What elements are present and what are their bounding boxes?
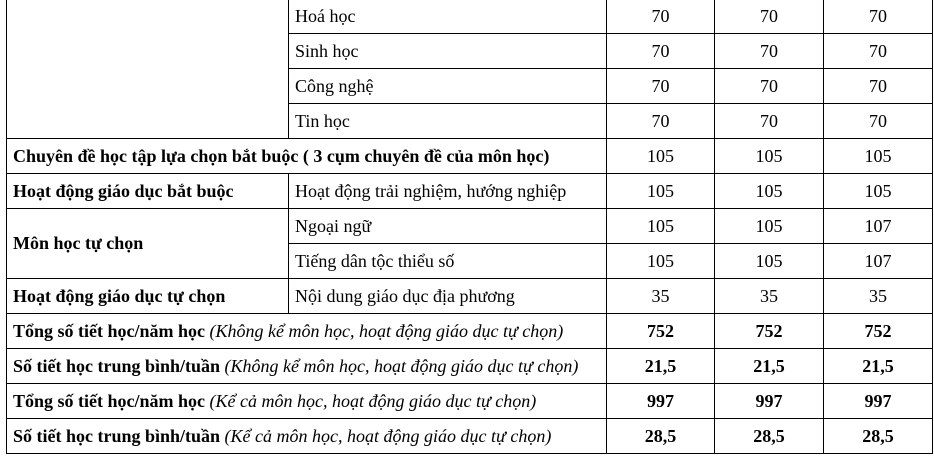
total-note: (Không kể môn học, hoạt động giáo dục tự chọn) — [224, 355, 579, 376]
table-row — [7, 349, 933, 384]
value-cell: 70 — [607, 34, 715, 69]
value-cell: 997 — [715, 384, 824, 419]
table-row — [7, 314, 933, 349]
curriculum-table — [6, 0, 933, 454]
table-row — [7, 174, 933, 209]
total-note: (Không kể môn học, hoạt động giáo dục tự chọn) — [209, 320, 564, 341]
mon-tu-chon-label: Môn học tự chọn — [7, 209, 289, 279]
total-note: (Kể cả môn học, hoạt động giáo dục tự chọn) — [209, 390, 537, 411]
value-cell: 28,5 — [607, 419, 715, 454]
hoat-dong-tu-chon-label: Hoạt động giáo dục tự chọn — [7, 279, 289, 314]
hoat-dong-bat-buoc-item: Hoạt động trải nghiệm, hướng nghiệp — [289, 174, 607, 209]
table-row — [7, 279, 933, 314]
value-cell: 70 — [824, 34, 933, 69]
value-cell: 752 — [824, 314, 933, 349]
value-cell: 70 — [824, 0, 933, 34]
total-title: Số tiết học trung bình/tuần — [13, 355, 221, 376]
value-cell: 28,5 — [824, 419, 933, 454]
subject-name: Tiếng dân tộc thiểu số — [289, 244, 607, 279]
table-row — [7, 0, 933, 34]
value-cell: 752 — [607, 314, 715, 349]
value-cell: 107 — [824, 209, 933, 244]
value-cell: 997 — [607, 384, 715, 419]
value-cell: 70 — [607, 104, 715, 139]
value-cell: 105 — [607, 139, 715, 174]
value-cell: 28,5 — [715, 419, 824, 454]
hoat-dong-tu-chon-item: Nội dung giáo dục địa phương — [289, 279, 607, 314]
total-label — [7, 384, 607, 419]
value-cell: 105 — [607, 244, 715, 279]
group-cell-empty — [7, 0, 289, 139]
value-cell: 107 — [824, 244, 933, 279]
value-cell: 70 — [607, 69, 715, 104]
hoat-dong-bat-buoc-label: Hoạt động giáo dục bắt buộc — [7, 174, 289, 209]
value-cell: 70 — [715, 0, 824, 34]
total-note: (Kể cả môn học, hoạt động giáo dục tự chọn) — [224, 425, 552, 446]
value-cell: 70 — [607, 0, 715, 34]
subject-name: Hoá học — [289, 0, 607, 34]
value-cell: 35 — [607, 279, 715, 314]
value-cell: 105 — [607, 174, 715, 209]
table-row — [7, 384, 933, 419]
value-cell: 105 — [715, 244, 824, 279]
subject-name: Sinh học — [289, 34, 607, 69]
value-cell: 105 — [824, 139, 933, 174]
table-row — [7, 209, 933, 244]
value-cell: 752 — [715, 314, 824, 349]
total-label — [7, 349, 607, 384]
subject-name: Công nghệ — [289, 69, 607, 104]
total-title: Tổng số tiết học/năm học — [13, 390, 206, 411]
total-label — [7, 314, 607, 349]
value-cell: 105 — [715, 174, 824, 209]
value-cell: 21,5 — [607, 349, 715, 384]
value-cell: 105 — [824, 174, 933, 209]
value-cell: 70 — [715, 69, 824, 104]
subject-name: Tin học — [289, 104, 607, 139]
total-label — [7, 419, 607, 454]
value-cell: 70 — [715, 104, 824, 139]
value-cell: 70 — [824, 69, 933, 104]
total-title: Tổng số tiết học/năm học — [13, 320, 206, 341]
value-cell: 21,5 — [715, 349, 824, 384]
chuyen-de-label: Chuyên đề học tập lựa chọn bắt buộc ( 3 cụm chuyên đề của môn học) — [7, 139, 607, 174]
total-title: Số tiết học trung bình/tuần — [13, 425, 221, 446]
value-cell: 21,5 — [824, 349, 933, 384]
value-cell: 70 — [824, 104, 933, 139]
table-row — [7, 139, 933, 174]
value-cell: 35 — [824, 279, 933, 314]
table-row — [7, 419, 933, 454]
value-cell: 105 — [715, 209, 824, 244]
value-cell: 35 — [715, 279, 824, 314]
value-cell: 105 — [607, 209, 715, 244]
value-cell: 70 — [715, 34, 824, 69]
subject-name: Ngoại ngữ — [289, 209, 607, 244]
value-cell: 997 — [824, 384, 933, 419]
value-cell: 105 — [715, 139, 824, 174]
